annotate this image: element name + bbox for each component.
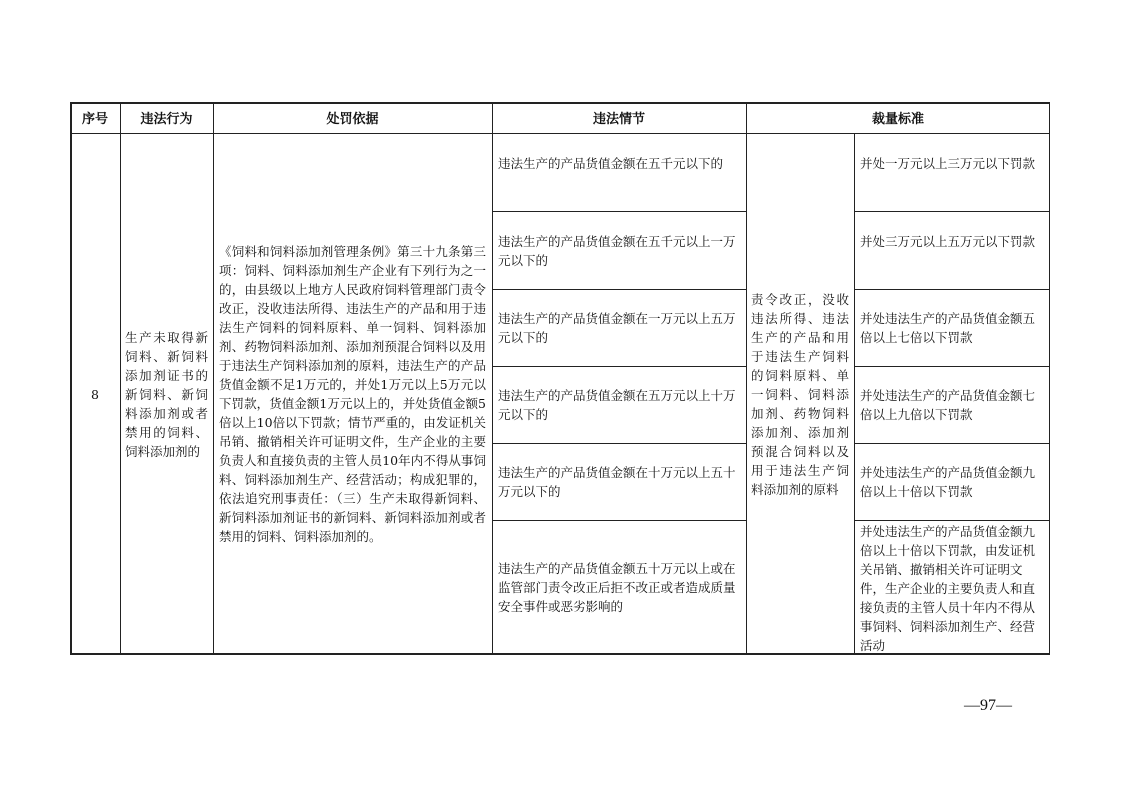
row-divider — [854, 366, 1050, 367]
circumstance-1: 违法生产的产品货值金额在五千元以下的 — [498, 156, 724, 171]
header-basis: 处罚依据 — [326, 112, 379, 127]
row-divider — [854, 211, 1050, 212]
header-no: 序号 — [81, 112, 108, 127]
penalty-table — [70, 102, 1050, 654]
circumstance-6-text: 违法生产的产品货值金额五十万元以上或在监管部门责令改正后拒不改正或者造成质量安全事件或恶劣影响的 — [498, 561, 736, 614]
basis-cell — [213, 134, 492, 654]
circumstance-5 — [492, 444, 746, 520]
header-behavior: 违法行为 — [140, 112, 193, 127]
row-divider — [854, 289, 1050, 290]
penalty-3: 并处违法生产的产品货值金额五倍以上七倍以下罚款 — [860, 311, 1036, 345]
circumstance-2-text: 违法生产的产品货值金额在五千元以上一万元以下的 — [498, 233, 736, 268]
row-number-text: 8 — [91, 386, 99, 402]
row-number — [70, 134, 120, 654]
header-circumstance: 违法情节 — [592, 112, 645, 127]
circumstance-6 — [492, 521, 746, 654]
penalty-6: 并处违法生产的产品货值金额九倍以上十倍以下罚款，由发证机关吊销、撤销相关许可证明文件，生产企业的主要负责人和直接负责的主管人员十年内不得从事饲料、饲料添加剂生产、经营活动 — [860, 524, 1036, 653]
circumstance-3 — [492, 290, 746, 366]
circumstance-4 — [492, 367, 746, 443]
header-standard: 裁量标准 — [871, 112, 924, 127]
behavior-cell — [120, 134, 213, 654]
page-number: —97— — [964, 697, 1012, 714]
circumstance-3-text: 违法生产的产品货值金额在一万元以上五万元以下的 — [498, 311, 736, 345]
circumstance-5-text: 违法生产的产品货值金额在十万元以上五十万元以下的 — [498, 465, 736, 499]
circumstance-4-text: 违法生产的产品货值金额在五万元以上十万元以下的 — [498, 388, 736, 422]
basis-text: 《饲料和饲料添加剂管理条例》第三十九条第三项：饲料、饲料添加剂生产企业有下列行为之一的，由县级以上地方人民政府饲料管理部门责令改正，没收违法所得、违法生产的产品和用于违法生产饲料的饲料原料、单一饲料、饲料添加剂、药物饲料添加剂、添加剂预混合饲料以及用于违法生产饲料添加剂的原料，违法生产的产品货值金额不足1万元的，并处1万元以上5万元以下罚款，货值金额1万元以上的，并处货值金额5倍以上10倍以下罚款；情节严重的，由发证机关吊销、撤销相关许可证明文件，生产企业的主要负责人和直接负责的主管人员10年内不得从事饲料、饲料添加剂生产、经营活动；构成犯罪的，依法追究刑事责任：（三）生产未取得新饲料、新饲料添加剂证书的新饲料、新饲料添加剂或者禁用的饲料、饲料添加剂的。 — [219, 244, 486, 544]
penalty-4: 并处违法生产的产品货值金额七倍以上九倍以下罚款 — [860, 388, 1036, 422]
common-standard-cell — [746, 134, 854, 654]
row-divider — [854, 443, 1050, 444]
circumstance-2 — [492, 212, 746, 289]
penalty-1: 并处一万元以上三万元以下罚款 — [860, 156, 1036, 171]
row-divider — [854, 520, 1050, 521]
penalty-2: 并处三万元以上五万元以下罚款 — [860, 234, 1036, 249]
common-standard-text: 责令改正，没收违法所得、违法生产的产品和用于违法生产饲料的饲料原料、单一饲料、饲料添加剂、药物饲料添加剂、添加剂预混合饲料以及用于违法生产饲料添加剂的原料 — [751, 291, 849, 497]
behavior-text: 生产未取得新饲料、新饲料添加剂证书的新饲料、新饲料添加剂或者禁用的饲料、饲料添加剂的 — [125, 329, 208, 459]
penalty-5: 并处违法生产的产品货值金额九倍以上十倍以下罚款 — [860, 465, 1036, 499]
